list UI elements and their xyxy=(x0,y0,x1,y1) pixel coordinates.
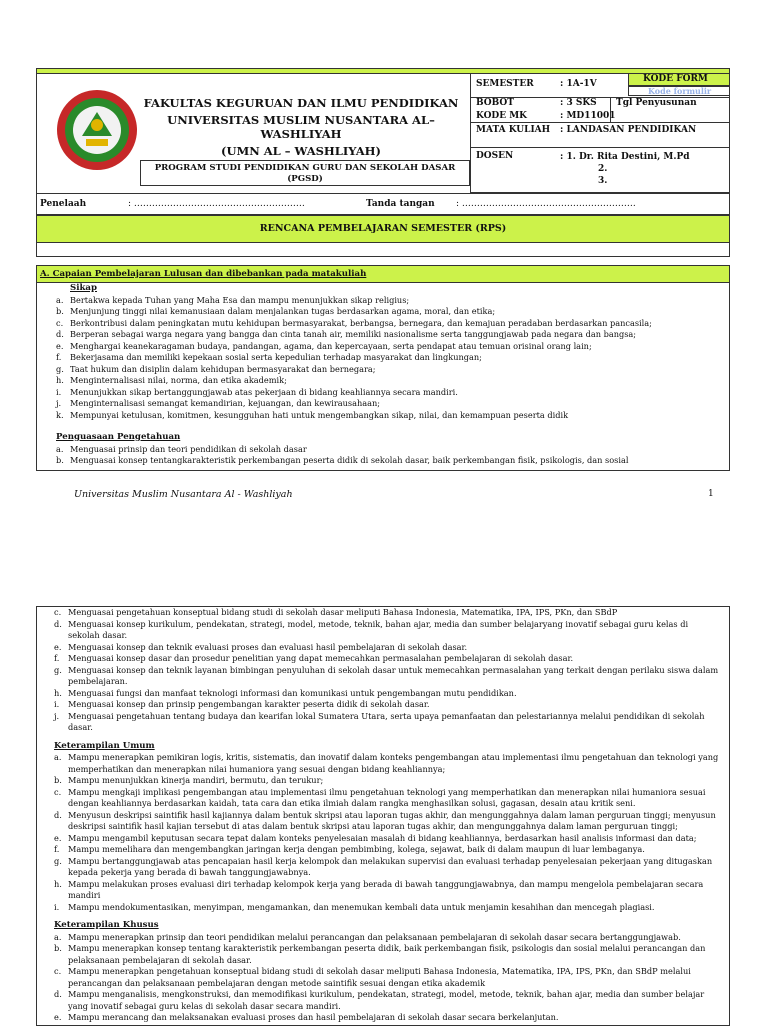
semester-value: : 1A-1V xyxy=(560,79,597,89)
dosen-row-line xyxy=(470,147,730,148)
keterampilan-umum-item-text: Mampu bertanggungjawab atas pencapaian hasil kerja kelompok dan melakukan supervisi dan evaluasi terhadap penyelesaian pekerjaan yang ditugaskan kepada pekerja yang berada di bawah tanggungjawabnya. xyxy=(68,855,713,877)
penguasaan-items xyxy=(56,444,724,467)
sikap-item-marker: g. xyxy=(56,363,64,374)
khusus-title: Keterampilan Khusus xyxy=(54,920,159,930)
sikap-item xyxy=(56,375,724,387)
sikap-item-marker: i. xyxy=(56,386,62,397)
tanda-label: Tanda tangan xyxy=(366,199,435,209)
bobot-label: BOBOT xyxy=(476,98,514,108)
penguasaan-item-marker: f. xyxy=(54,653,60,663)
keterampilan-umum-item xyxy=(54,856,722,879)
keterampilan-khusus-item-text: Mampu menerapkan prinsip dan teori pendidikan melalui perancangan dan pelaksanaan pembelajaran di sekolah dasar secara bertanggungjawab. xyxy=(68,931,681,942)
penguasaan-item-marker: e. xyxy=(54,641,62,652)
keterampilan-khusus-item-marker: c. xyxy=(54,966,62,976)
penguasaan-item xyxy=(54,607,722,619)
penguasaan-item-marker: h. xyxy=(54,687,62,698)
kode-form-label: KODE FORM xyxy=(643,74,708,84)
keterampilan-umum-item-marker: d. xyxy=(54,809,62,820)
keterampilan-khusus-item xyxy=(54,932,722,944)
sikap-items xyxy=(56,295,724,422)
keterampilan-umum-item-marker: h. xyxy=(54,878,62,889)
keterampilan-khusus-item xyxy=(54,943,722,966)
sikap-item-text: Bertakwa kepada Tuhan yang Maha Esa dan mampu menunjukkan sikap religius; xyxy=(70,294,410,305)
keterampilan-umum-item xyxy=(54,752,722,775)
faculty-line: FAKULTAS KEGURUAN DAN ILMU PENDIDIKAN xyxy=(143,96,459,110)
program-title xyxy=(140,163,470,185)
kode-mk-label: KODE MK xyxy=(476,111,528,121)
penguasaan-item-text: Menguasai konsep dasar dan prosedur penelitian yang dapat memecahkan permasalahan pembelajaran di sekolah dasar. xyxy=(68,653,574,663)
keterampilan-khusus-items xyxy=(54,932,722,1024)
kode-mk-value: : MD11001 xyxy=(560,111,616,121)
kode-formulir-label: Kode formulir xyxy=(648,86,712,96)
keterampilan-umum-item-marker: c. xyxy=(54,786,62,797)
keterampilan-khusus-item-marker: b. xyxy=(54,943,62,953)
keterampilan-khusus-item xyxy=(54,966,722,989)
sikap-item xyxy=(56,387,724,399)
semester-label: SEMESTER xyxy=(476,79,534,89)
page-2 xyxy=(36,606,730,1024)
keterampilan-umum-item-text: Mampu mengkaji implikasi pengembangan atau implementasi ilmu pengetahuan teknologi yang memperhatikan dan menerapkan nilai humaniora sesuai dengan keahliannya berdasarkan kaidah, tata cara dan etika ilmiah dalam rangka menghasilkan solusi, gagasan, desain atau kritik seni. xyxy=(68,786,706,808)
penguasaan-item-text: Menguasai konsep tentangkarakteristik perkembangan peserta didik di sekolah dasar, baik perkembangan fisik, psikologis, dan sosial xyxy=(70,455,629,465)
sikap-item-marker: e. xyxy=(56,340,64,351)
keterampilan-umum-item-text: Mampu mendokumentasikan, menyimpan, mengamankan, dan menemukan kembali data untuk menjamin kesahihan dan mencegah plagiasi. xyxy=(68,901,655,912)
sikap-item-marker: a. xyxy=(56,294,64,305)
sikap-item-text: Taat hukum dan disiplin dalam kehidupan bermasyarakat dan bernegara; xyxy=(70,363,376,374)
keterampilan-umum-item-marker: g. xyxy=(54,855,62,866)
sikap-item-marker: f. xyxy=(56,352,62,362)
penguasaan-item-marker: j. xyxy=(54,710,60,721)
dosen-values xyxy=(560,151,690,187)
keterampilan-umum-item xyxy=(54,775,722,787)
penguasaan-item-text: Menguasai fungsi dan manfaat teknologi informasi dan komunikasi untuk pengembangan mutu pendidikan. xyxy=(68,687,517,698)
keterampilan-umum-item xyxy=(54,844,722,856)
page-1 xyxy=(36,68,730,500)
keterampilan-umum-item xyxy=(54,902,722,914)
penguasaan-item xyxy=(54,699,722,711)
sikap-item-marker: h. xyxy=(56,375,64,385)
keterampilan-umum-item-text: Mampu menunjukkan kinerja mandiri, bermutu, dan terukur; xyxy=(68,775,324,785)
sikap-item-text: Mempunyai ketulusan, komitmen, kesungguhan hati untuk mengembangkan sikap, nilai, dan kemampuan peserta didik xyxy=(70,409,569,420)
penguasaan-item-marker: c. xyxy=(54,607,62,617)
matkul-row-line xyxy=(470,122,730,123)
footer-page-number: 1 xyxy=(708,489,714,499)
penguasaan-items xyxy=(54,607,722,734)
penguasaan-title: Penguasaan Pengetahuan xyxy=(56,432,181,442)
penguasaan-item-marker: a. xyxy=(56,443,64,454)
keterampilan-umum-item-text: Menyusun deskripsi saintifik hasil kajiannya dalam bentuk skripsi atau laporan tugas akhir, dan mengunggahnya dalam laman perguruan tinggi; menyusun deskripsi saintifik hasil kajian tersebut di atas dalam bentuk skripsi atau laporan tugas akhir, dan mengunggahnya dalam laman perguruan tinggi; xyxy=(68,809,716,831)
section-a-title: A. Capaian Pembelajaran Lulusan dan dibebankan pada matakuliah xyxy=(40,269,367,279)
logo xyxy=(56,89,138,171)
sikap-item xyxy=(56,364,724,376)
penguasaan-item-text: Menguasai konsep dan prinsip pengembangan karakter peserta didik di sekolah dasar. xyxy=(68,699,430,709)
sikap-item xyxy=(56,329,724,341)
sikap-item-text: Berkontribusi dalam peningkatan mutu kehidupan bermasyarakat, berbangsa, bernegara, dan kemajuan peradaban berdasarkan pancasila; xyxy=(70,317,652,328)
program-name: PROGRAM STUDI PENDIDIKAN GURU DAN SEKOLAH DASAR xyxy=(154,163,456,173)
penguasaan-item-text: Menguasai konsep kurikulum, pendekatan, strategi, model, metode, teknik, bahan ajar, media dan sumber belajaryang inovatif sebagai guru kelas di sekolah dasar. xyxy=(68,618,689,640)
keterampilan-umum-items xyxy=(54,752,722,913)
sikap-item-marker: d. xyxy=(56,329,64,339)
keterampilan-umum-item-marker: e. xyxy=(54,832,62,843)
university-seal-icon xyxy=(56,89,138,171)
dosen-3: 3. xyxy=(598,176,608,186)
sikap-item-text: Menginternalisasi nilai, norma, dan etika akademik; xyxy=(70,375,287,385)
penguasaan-item-text: Menguasai prinsip dan teori pendidikan di sekolah dasar xyxy=(70,443,307,454)
keterampilan-umum-item-marker: f. xyxy=(54,844,60,854)
penguasaan-item-text: Menguasai konsep dan teknik layanan bimbingan penyuluhan di sekolah dasar untuk memecahkan permasalahan yang terkait dengan perilaku siswa dalam pembelajaran. xyxy=(68,664,719,686)
dosen-2: 2. xyxy=(598,164,608,174)
sikap-item xyxy=(56,318,724,330)
dosen-label: DOSEN xyxy=(476,151,514,161)
keterampilan-umum-item-text: Mampu melakukan proses evaluasi diri terhadap kelompok kerja yang berada di bawah tanggungjawabnya, dan mampu mengelola pembelajaran secara mandiri xyxy=(68,878,704,900)
sikap-item-marker: k. xyxy=(56,409,64,420)
program-abbr: (PGSD) xyxy=(287,174,323,184)
penguasaan-item-text: Menguasai pengetahuan tentang budaya dan kearifan lokal Sumatera Utara, serta upaya pemanfaatan dan pelestariannya melalui pendidikan di sekolah dasar. xyxy=(68,710,705,732)
penguasaan-item-marker: g. xyxy=(54,664,62,675)
penguasaan-item-text: Menguasai konsep dan teknik evaluasi proses dan evaluasi hasil pembelajaran di sekolah dasar. xyxy=(68,641,468,652)
sikap-item xyxy=(56,410,724,422)
sikap-item-text: Menghargai keanekaragaman budaya, pandangan, agama, dan kepercayaan, serta pendapat atau temuan orisinal orang lain; xyxy=(70,340,592,351)
penguasaan-item xyxy=(54,642,722,654)
sikap-item-text: Menjunjung tinggi nilai kemanusiaan dalam menjalankan tugas berdasarkan agama, moral, dan etika; xyxy=(70,306,496,316)
page2-content xyxy=(54,607,722,1024)
keterampilan-umum-item-marker: b. xyxy=(54,775,62,785)
sikap-item-marker: c. xyxy=(56,317,64,328)
penguasaan-item xyxy=(54,688,722,700)
university-title xyxy=(136,96,466,158)
penguasaan-item-marker: d. xyxy=(54,618,62,629)
sikap-item xyxy=(56,352,724,364)
keterampilan-umum-item-text: Mampu mengambil keputusan secara tepat dalam konteks penyelesaian masalah di bidang keahliannya, berdasarkan hasil analisis informasi dan data; xyxy=(68,832,697,843)
keterampilan-khusus-item-marker: e. xyxy=(54,1012,62,1022)
keterampilan-umum-item-text: Mampu menerapkan pemikiran logis, kritis, sistematis, dan inovatif dalam konteks pengembangan atau implementasi ilmu pengetahuan dan teknologi yang memperhatikan dan menerapkan nilai humaniora yang sesuai dengan bidang keahliannya; xyxy=(68,752,719,774)
sikap-item xyxy=(56,306,724,318)
keterampilan-umum-item xyxy=(54,810,722,833)
sikap-item xyxy=(56,341,724,353)
keterampilan-khusus-item-text: Mampu menerapkan pengetahuan konseptual bidang studi di sekolah dasar meliputi Bahasa Indonesia, Matematika, IPA, IPS, PKn, dan SBdP melalui perancangan dan pelaksanaan pembelajaran dengan metode saintifik sesuai dengan etika akademik xyxy=(68,966,691,988)
sikap-item-marker: b. xyxy=(56,306,64,316)
tanda-value: : …………………………………………………. xyxy=(456,199,636,209)
sikap-item-marker: j. xyxy=(56,398,62,408)
footer-university: Universitas Muslim Nusantara Al - Washliyah xyxy=(74,489,293,500)
keterampilan-umum-item xyxy=(54,787,722,810)
penelaah-value: : ………………………………………………… xyxy=(128,199,305,209)
keterampilan-umum-item-marker: a. xyxy=(54,752,62,762)
sikap-item-text: Menginternalisasi semangat kemandirian, kejuangan, dan kewirausahaan; xyxy=(70,398,381,408)
penguasaan-item xyxy=(56,455,724,467)
dosen-1: : 1. Dr. Rita Destini, M.Pd xyxy=(560,152,690,162)
university-abbr-line: (UMN AL – WASHLIYAH) xyxy=(221,144,381,158)
bobot-value: : 3 SKS xyxy=(560,98,597,108)
sikap-item xyxy=(56,295,724,307)
keterampilan-khusus-item xyxy=(54,1012,722,1024)
penelaah-label: Penelaah xyxy=(40,199,87,209)
mata-kuliah-label: MATA KULIAH xyxy=(476,125,551,135)
keterampilan-khusus-item xyxy=(54,989,722,1012)
keterampilan-khusus-item-marker: d. xyxy=(54,989,62,999)
keterampilan-umum-item-text: Mampu memelihara dan mengembangkan jaringan kerja dengan pembimbing, kolega, sejawat, baik di dalam maupun di luar lembaganya. xyxy=(68,844,645,854)
penguasaan-item xyxy=(54,619,722,642)
keterampilan-umum-item-marker: i. xyxy=(54,901,60,912)
sikap-item-text: Bekerjasama dan memiliki kepekaan sosial serta kepedulian terhadap masyarakat dan lingkungan; xyxy=(70,352,482,362)
penguasaan-item xyxy=(56,444,724,456)
keterampilan-khusus-item-marker: a. xyxy=(54,931,62,942)
penguasaan-item xyxy=(54,653,722,665)
keterampilan-khusus-item-text: Mampu merancang dan melaksanakan evaluasi proses dan hasil pembelajaran di sekolah dasar secara berkelanjutan. xyxy=(68,1012,559,1022)
sikap-item xyxy=(56,398,724,410)
penguasaan-item xyxy=(54,665,722,688)
sikap-list xyxy=(56,283,724,467)
penguasaan-item-text: Menguasai pengetahuan konseptual bidang studi di sekolah dasar meliputi Bahasa Indonesia, Matematika, IPA, IPS, PKn, dan SBdP xyxy=(68,607,618,617)
penguasaan-item xyxy=(54,711,722,734)
sikap-item-text: Menunjukkan sikap bertanggungjawab atas pekerjaan di bidang keahliannya secara mandiri. xyxy=(70,386,458,397)
penguasaan-item-marker: b. xyxy=(56,455,64,465)
keterampilan-khusus-item-text: Mampu menganalisis, mengkonstruksi, dan memodifikasi kurikulum, pendekatan, strategi, model, metode, teknik, bahan ajar, media dan sumber belajar yang inovatif sebagai guru kelas di sekolah dasar secara mandiri. xyxy=(68,989,705,1011)
penguasaan-item-marker: i. xyxy=(54,699,60,709)
mata-kuliah-value: : LANDASAN PENDIDIKAN xyxy=(560,125,697,135)
tgl-label: Tgl Penyusunan xyxy=(616,98,697,108)
sikap-title: Sikap xyxy=(70,283,98,293)
sikap-item-text: Berperan sebagai warga negara yang bangga dan cinta tanah air, memiliki nasionalisme serta tanggungjawab pada negara dan bangsa; xyxy=(70,329,637,339)
keterampilan-umum-item xyxy=(54,833,722,845)
keterampilan-umum-item xyxy=(54,879,722,902)
umum-title: Keterampilan Umum xyxy=(54,740,155,751)
keterampilan-khusus-item-text: Mampu menerapkan konsep tentang karakteristik perkembangan peserta didik, baik perkembangan fisik, psikologis dan sosial melalui perancangan dan pelaksanaan pembelajaran di sekolah dasar. xyxy=(68,943,706,965)
rps-title: RENCANA PEMBELAJARAN SEMESTER (RPS) xyxy=(259,223,507,234)
university-line: UNIVERSITAS MUSLIM NUSANTARA AL–WASHLIYAH xyxy=(167,113,435,141)
